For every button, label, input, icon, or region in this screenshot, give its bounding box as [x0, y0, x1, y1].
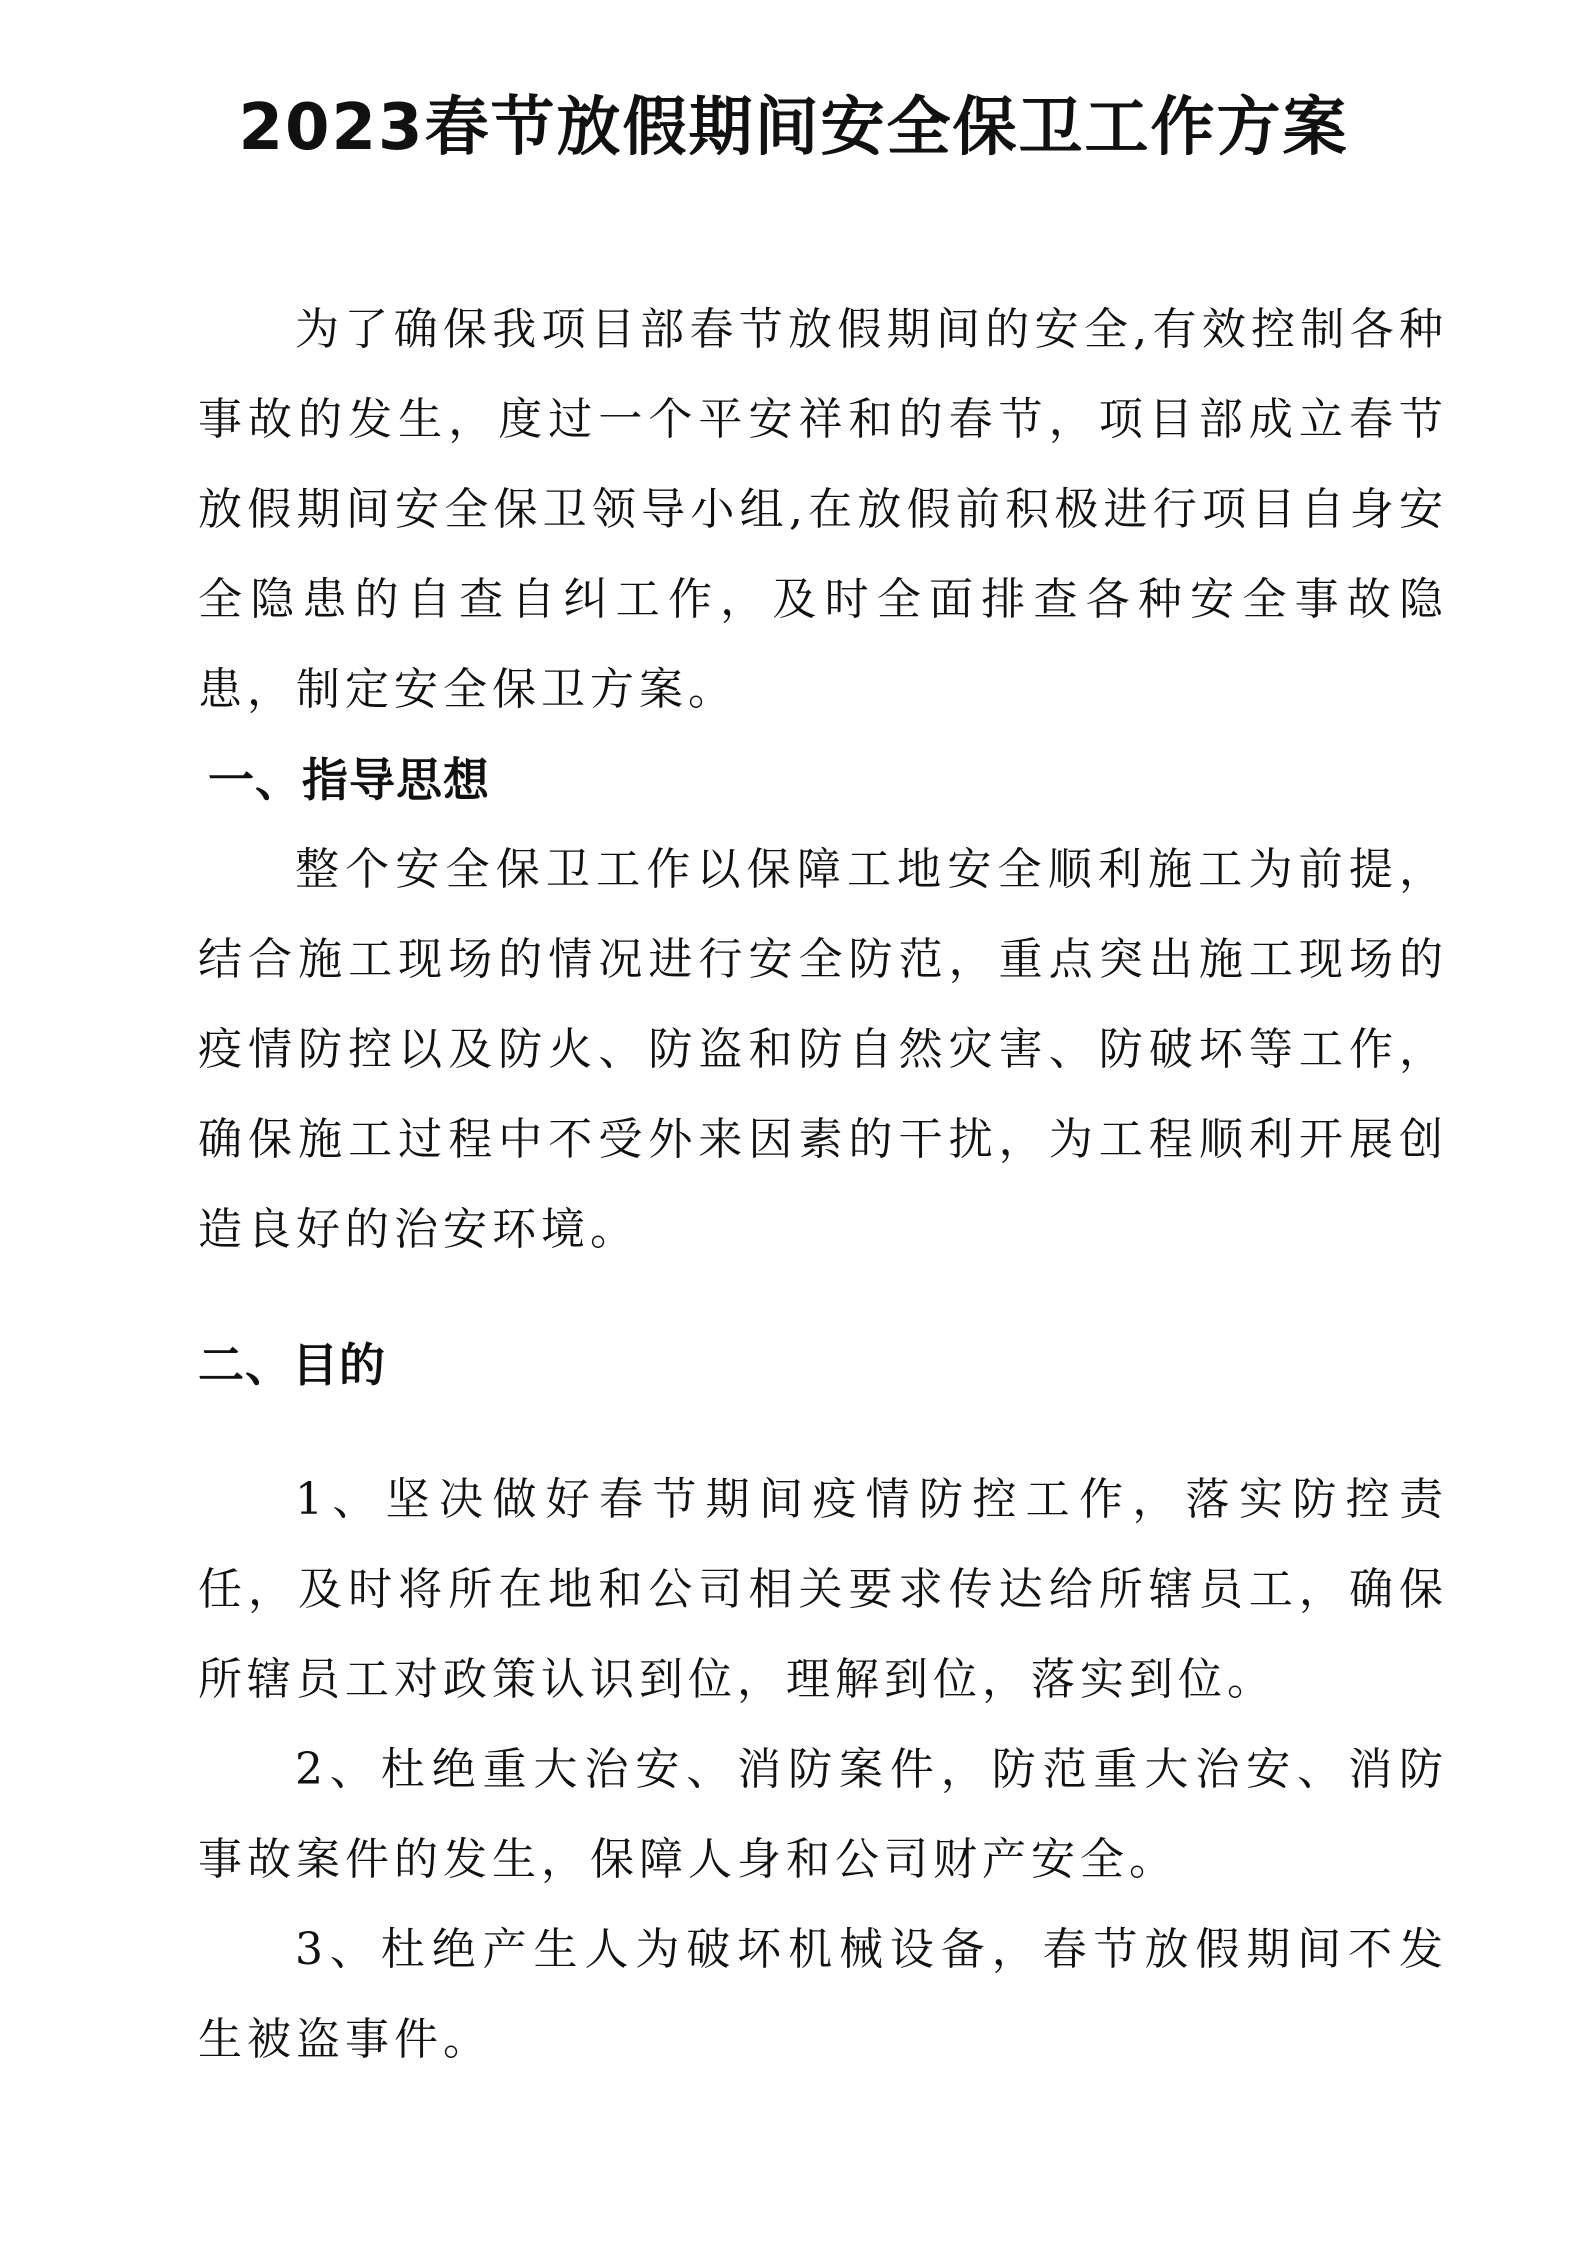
- section-heading-guiding-ideology: 一、指导思想: [208, 753, 490, 807]
- purpose-item-2: 2、杜绝重大治安、消防案件，防范重大治安、消防事故案件的发生，保障人身和公司财产安全。: [198, 1744, 1448, 1885]
- document-body: [198, 285, 1448, 2085]
- purpose-item-3: 3、杜绝产生人为破坏机械设备，春节放假期间不发生被盗事件。: [198, 1924, 1448, 2065]
- section-paragraph: 整个安全保卫工作以保障工地安全顺利施工为前提，结合施工现场的情况进行安全防范，重点突出施工现场的疫情防控以及防火、防盗和防自然灾害、防破坏等工作，确保施工过程中不受外来因素的干扰，为工程顺利开展创造良好的治安环境。: [198, 844, 1448, 1255]
- intro-paragraph: 为了确保我项目部春节放假期间的安全,有效控制各种事故的发生，度过一个平安祥和的春节，项目部成立春节放假期间安全保卫领导小组,在放假前积极进行项目自身安全隐患的自查自纠工作，及时全面排查各种安全事故隐患，制定安全保卫方案。: [198, 304, 1448, 715]
- purpose-item-1: 1、坚决做好春节期间疫情防控工作，落实防控责任，及时将所在地和公司相关要求传达给所辖员工，确保所辖员工对政策认识到位，理解到位，落实到位。: [198, 1474, 1448, 1705]
- section-heading-purpose: 二、目的: [198, 1338, 386, 1392]
- document-title: 2023春节放假期间安全保卫工作方案: [238, 91, 1349, 165]
